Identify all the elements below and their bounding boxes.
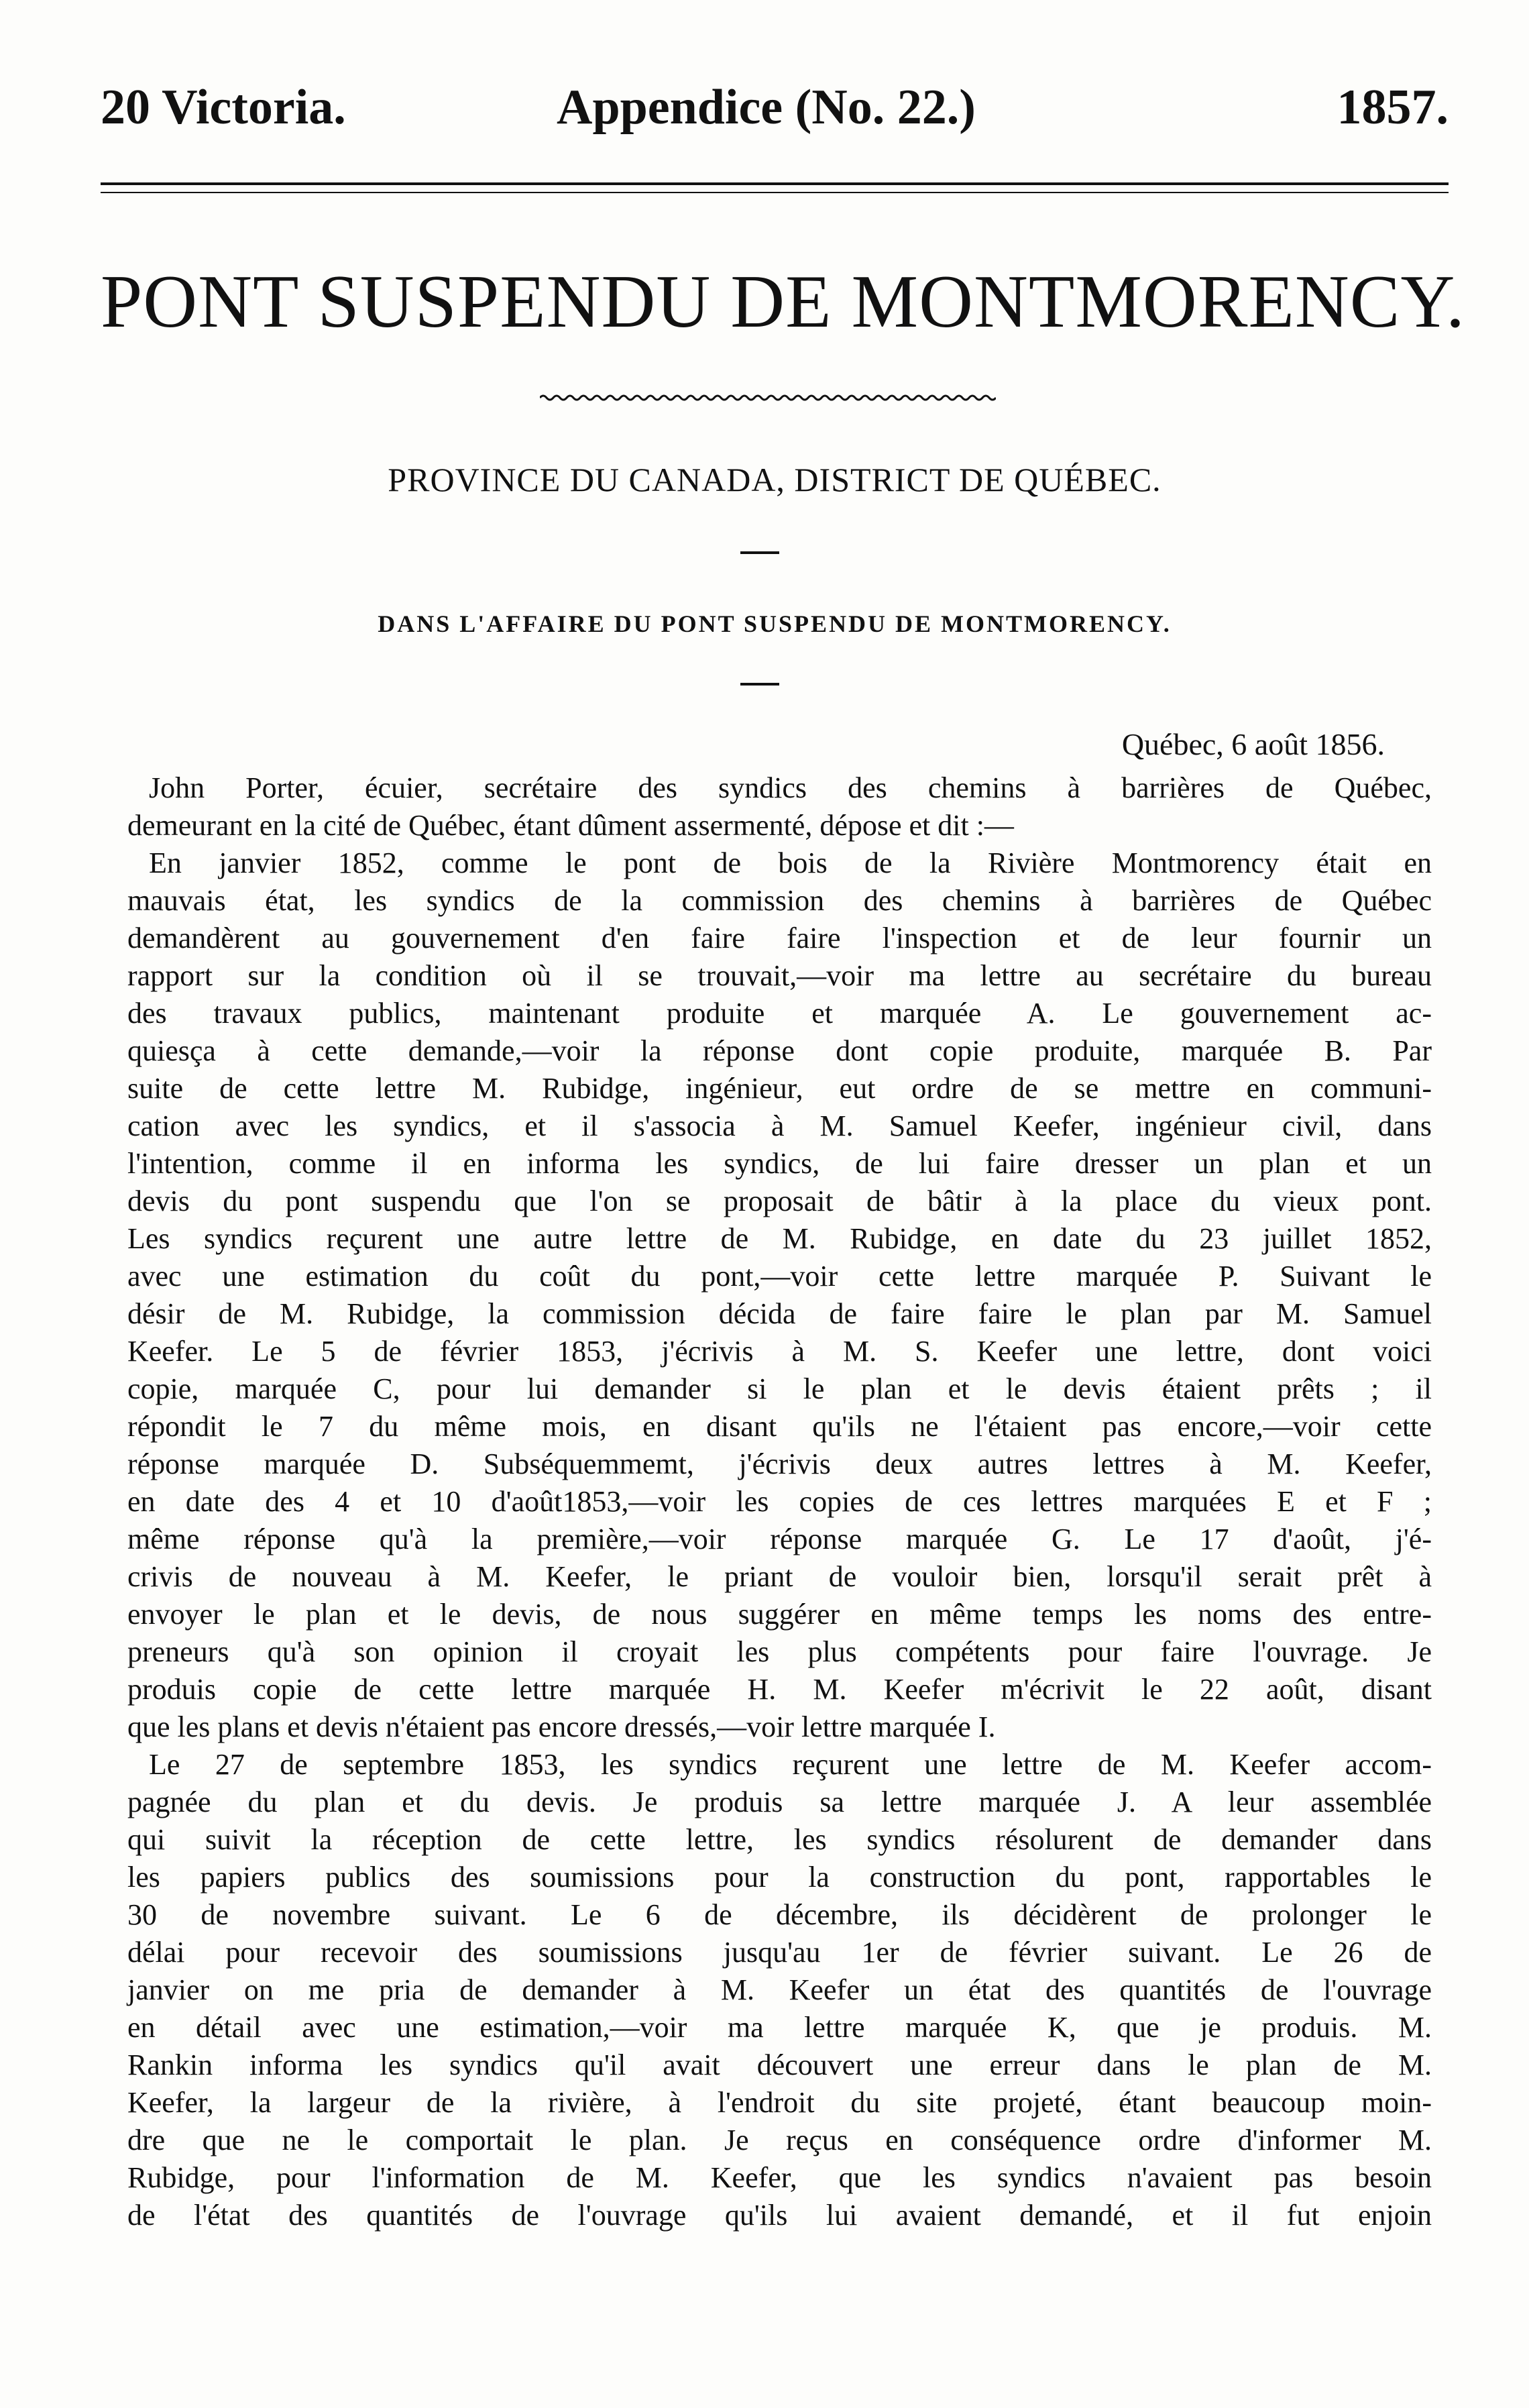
- text-line: John Porter, écuier, secrétaire des syndics des chemins à barrières de Québec,: [149, 771, 1432, 804]
- text-line: Keefer. Le 5 de février 1853, j'écrivis à M. S. Keefer une lettre, dont voici: [127, 1335, 1432, 1368]
- text-line: suite de cette lettre M. Rubidge, ingénieur, eut ordre de se mettre en communi-: [127, 1072, 1432, 1105]
- text-line: Le 27 de septembre 1853, les syndics reçurent une lettre de M. Keefer accom-: [149, 1748, 1432, 1781]
- text-line: mauvais état, les syndics de la commission des chemins à barrières de Québec: [127, 884, 1432, 917]
- text-line: preneurs qu'à son opinion il croyait les plus compétents pour faire l'ouvrage. Je: [127, 1635, 1432, 1668]
- text-line: désir de M. Rubidge, la commission décida de faire faire le plan par M. Samuel: [127, 1297, 1432, 1330]
- text-line: demandèrent au gouvernement d'en faire faire l'inspection et de leur fournir un: [127, 922, 1432, 954]
- paragraph: [127, 769, 1432, 844]
- header-rule-thin: [101, 192, 1449, 193]
- text-line: pagnée du plan et du devis. Je produis sa lettre marquée J. A leur assemblée: [127, 1786, 1432, 1818]
- text-line: produis copie de cette lettre marquée H. M. Keefer m'écrivit le 22 août, disant: [127, 1673, 1432, 1706]
- wavy-rule: [540, 392, 996, 404]
- header-appendix-number: Appendice (No. 22.): [557, 80, 976, 135]
- text-line: Keefer, la largeur de la rivière, à l'endroit du site projeté, étant beaucoup moin-: [127, 2086, 1432, 2119]
- paragraph: [127, 844, 1432, 1746]
- text-line: Les syndics reçurent une autre lettre de M. Rubidge, en date du 23 juillet 1852,: [127, 1222, 1432, 1255]
- text-line: en date des 4 et 10 d'août1853,—voir les copies de ces lettres marquées E et F ;: [127, 1485, 1432, 1518]
- text-line: en détail avec une estimation,—voir ma lettre marquée K, que je produis. M.: [127, 2011, 1432, 2044]
- short-rule: [740, 551, 779, 554]
- text-line: En janvier 1852, comme le pont de bois de la Rivière Montmorency était en: [149, 846, 1432, 879]
- province-district-heading: PROVINCE DU CANADA, DISTRICT DE QUÉBEC.: [388, 461, 1162, 498]
- text-line: que les plans et devis n'étaient pas encore dressés,—voir lettre marquée I.: [127, 1710, 996, 1743]
- paragraph: [127, 1746, 1432, 2234]
- text-line: rapport sur la condition où il se trouvait,—voir ma lettre au secrétaire du bureau: [127, 959, 1432, 992]
- text-line: 30 de novembre suivant. Le 6 de décembre, ils décidèrent de prolonger le: [127, 1898, 1432, 1931]
- text-line: qui suivit la réception de cette lettre, les syndics résolurent de demander dans: [127, 1823, 1432, 1856]
- text-line: devis du pont suspendu que l'on se proposait de bâtir à la place du vieux pont.: [127, 1185, 1432, 1217]
- text-line: quiesça à cette demande,—voir la réponse dont copie produite, marquée B. Par: [127, 1034, 1432, 1067]
- text-line: envoyer le plan et le devis, de nous suggérer en même temps les noms des entre-: [127, 1598, 1432, 1631]
- text-line: des travaux publics, maintenant produite et marquée A. Le gouvernement ac-: [127, 997, 1432, 1030]
- text-line: cation avec les syndics, et il s'associa à M. Samuel Keefer, ingénieur civil, dans: [127, 1109, 1432, 1142]
- text-line: réponse marquée D. Subséquemmemt, j'écrivis deux autres lettres à M. Keefer,: [127, 1447, 1432, 1480]
- text-line: de l'état des quantités de l'ouvrage qu'ils lui avaient demandé, et il fut enjoin: [127, 2199, 1432, 2232]
- case-heading: DANS L'AFFAIRE DU PONT SUSPENDU DE MONTMORENCY.: [378, 610, 1172, 637]
- text-line: Rubidge, pour l'information de M. Keefer, que les syndics n'avaient pas besoin: [127, 2161, 1432, 2194]
- text-line: dre que ne le comportait le plan. Je reçus en conséquence ordre d'informer M.: [127, 2124, 1432, 2156]
- text-line: janvier on me pria de demander à M. Keefer un état des quantités de l'ouvrage: [127, 1973, 1432, 2006]
- text-line: les papiers publics des soumissions pour la construction du pont, rapportables le: [127, 1861, 1432, 1894]
- text-line: délai pour recevoir des soumissions jusqu'au 1er de février suivant. Le 26 de: [127, 1936, 1432, 1969]
- document-title: PONT SUSPENDU DE MONTMORENCY.: [101, 260, 1465, 343]
- running-header: [101, 70, 1449, 144]
- text-line: avec une estimation du coût du pont,—voir cette lettre marquée P. Suivant le: [127, 1260, 1432, 1293]
- short-rule: [740, 683, 779, 686]
- header-year: 1857.: [1337, 80, 1449, 135]
- text-line: même réponse qu'à la première,—voir réponse marquée G. Le 17 d'août, j'é-: [127, 1523, 1432, 1555]
- dateline: Québec, 6 août 1856.: [1121, 727, 1385, 761]
- header-rule-thick: [101, 182, 1449, 185]
- deposition-text: [127, 769, 1432, 2234]
- text-line: crivis de nouveau à M. Keefer, le priant de vouloir bien, lorsqu'il serait prêt à: [127, 1560, 1432, 1593]
- text-line: l'intention, comme il en informa les syndics, de lui faire dresser un plan et un: [127, 1147, 1432, 1180]
- text-line: Rankin informa les syndics qu'il avait découvert une erreur dans le plan de M.: [127, 2048, 1432, 2081]
- text-line: demeurant en la cité de Québec, étant dûment assermenté, dépose et dit :—: [127, 809, 1014, 842]
- text-line: répondit le 7 du même mois, en disant qu'ils ne l'étaient pas encore,—voir cette: [127, 1410, 1432, 1443]
- header-regnal-year: 20 Victoria.: [101, 80, 346, 135]
- text-line: copie, marquée C, pour lui demander si le plan et le devis étaient prêts ; il: [127, 1372, 1432, 1405]
